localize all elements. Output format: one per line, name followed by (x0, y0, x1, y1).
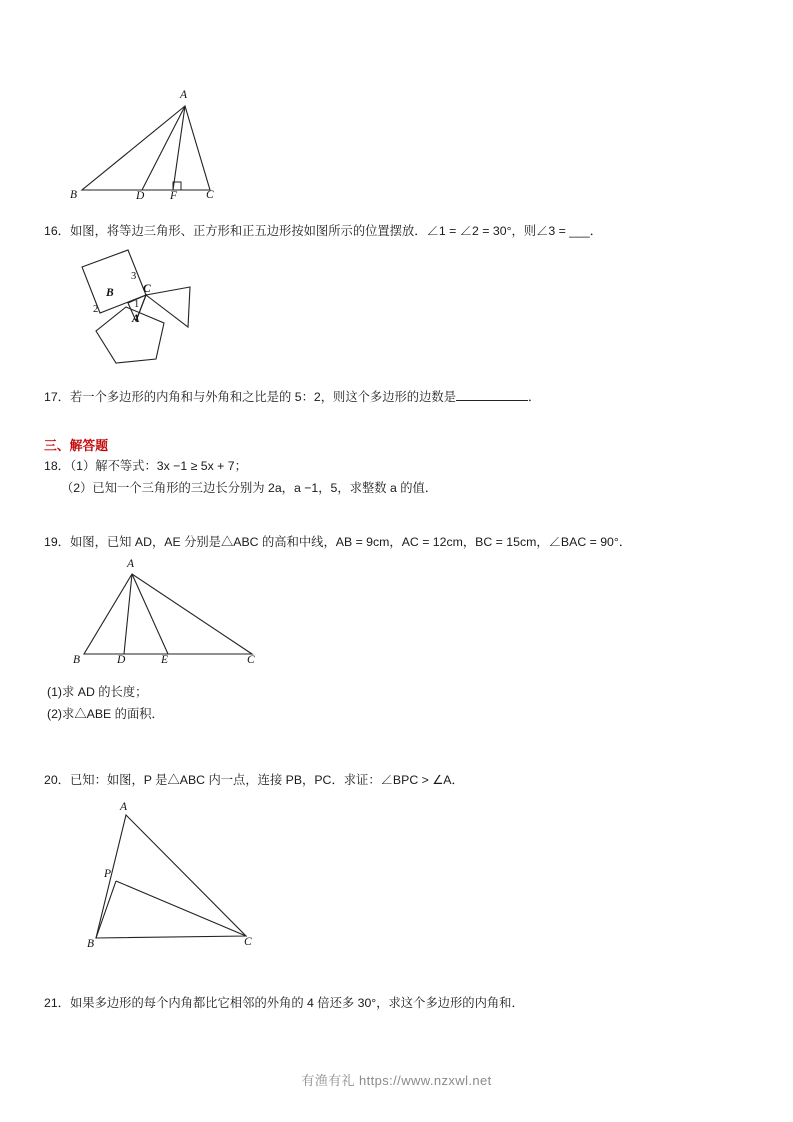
figure-19-label-B: B (73, 654, 81, 666)
figure-19-label-C: C (247, 654, 255, 666)
figure-16-label-A: A (132, 313, 140, 325)
figure-19-label-D: D (117, 654, 126, 666)
question-16-text: 如图，将等边三角形、正方形和正五边形按如图所示的位置摆放．∠1 = ∠2 = 30°，则∠3 = ___． (69, 224, 603, 238)
question-19-sub1 (47, 682, 147, 704)
figure-15-label-B: B (70, 189, 78, 201)
question-17-suffix: ． (528, 390, 541, 404)
figure-16-label-3: 3 (131, 271, 137, 282)
question-21 (44, 993, 764, 1015)
figure-19-label-A: A (127, 558, 135, 570)
question-20-text: 已知：如图，P 是△ABC 内一点，连接 PB，PC．求证：∠BPC > ∠A． (69, 773, 464, 787)
question-19 (44, 532, 764, 554)
question-19-text: 如图，已知 AD，AE 分别是△ABC 的高和中线，AB = 9cm，AC = 12cm，BC = 15cm，∠BAC = 90°． (69, 535, 632, 549)
figure-15-label-A: A (180, 89, 188, 101)
question-19-sub1-text: (1)求 AD 的长度； (47, 685, 148, 699)
figure-19-label-E: E (161, 654, 169, 666)
figure-16-label-C: C (143, 283, 151, 295)
figure-15-label-D: D (136, 190, 145, 202)
figure-16-label-1: 1 (134, 299, 140, 310)
question-20-number: 20． (44, 773, 70, 787)
figure-15 (70, 89, 300, 208)
figure-20 (78, 801, 308, 955)
figure-20-label-P: P (104, 868, 112, 880)
figure-15-label-C: C (206, 189, 214, 201)
question-21-text: 如果多边形的每个内角都比它相邻的外角的 4 倍还多 30°，求这个多边形的内角和． (69, 996, 524, 1010)
question-18-line1: （1）解不等式：3x −1 ≥ 5x + 7； (69, 459, 247, 473)
question-18-part2 (61, 478, 761, 500)
question-19-sub2-text: (2)求△ABE 的面积． (47, 707, 164, 721)
question-17-blank (456, 388, 528, 401)
question-16-number: 16． (44, 224, 70, 238)
section-heading-3: 三、解答题 (44, 438, 108, 453)
question-17-number: 17． (44, 390, 70, 404)
figure-20-label-A: A (120, 801, 128, 813)
question-19-number: 19． (44, 535, 70, 549)
question-20 (44, 770, 764, 792)
question-16 (44, 221, 754, 243)
figure-15-label-F: F (170, 190, 178, 202)
question-18 (44, 456, 754, 478)
figure-16 (70, 247, 290, 377)
question-17-text: 若一个多边形的内角和与外角和之比是的 5：2，则这个多边形的边数是 (69, 390, 456, 404)
figure-20-label-C: C (244, 936, 252, 948)
figure-16-label-2: 2 (93, 304, 99, 315)
watermark: 有渔有礼 https://www.nzxwl.net (301, 1073, 492, 1088)
question-18-line2: （2）已知一个三角形的三边长分别为 2a，a −1，5，求整数 a 的值． (61, 481, 438, 495)
figure-19 (72, 558, 302, 666)
question-18-number: 18． (44, 459, 70, 473)
question-17 (44, 387, 754, 409)
question-19-sub2 (47, 704, 164, 726)
question-21-number: 21． (44, 996, 70, 1010)
figure-20-label-B: B (87, 938, 95, 950)
figure-16-label-B: B (106, 287, 114, 299)
